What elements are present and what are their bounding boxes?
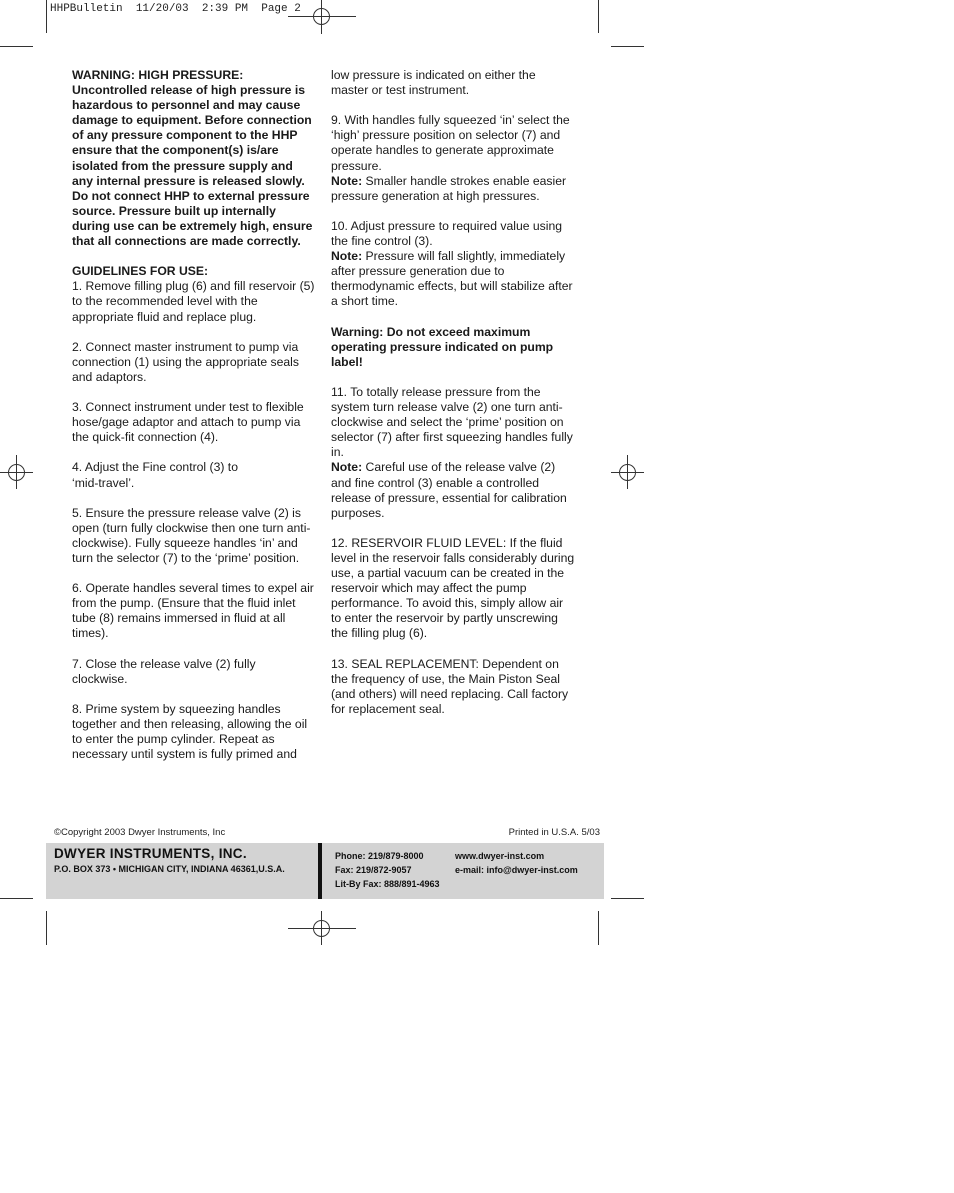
copyright: ©Copyright 2003 Dwyer Instruments, Inc [54, 827, 226, 838]
step-4: 4. Adjust the Fine control (3) to ‘mid-travel’. [72, 460, 238, 490]
step-8: 8. Prime system by squeezing handles together and then releasing, allowing the oil to enter the pump cylinder. Repeat as necessary until system is fully primed and [72, 701, 308, 762]
step-8-continued: low pressure is indicated on either the master or test instrument. [331, 68, 536, 98]
warning-heading: WARNING: HIGH PRESSURE: [72, 68, 244, 82]
guidelines-heading: GUIDELINES FOR USE: [72, 264, 209, 279]
registration-mark-right [619, 464, 636, 481]
step-1: 1. Remove filling plug (6) and fill reservoir (5) to the recommended level with the appropriate fluid and replace plug. [72, 279, 315, 324]
right-column [331, 68, 576, 732]
step-11: 11. To totally release pressure from the system turn release valve (2) one turn anti-clockwise and select the ‘prime’ position on selector (7) after first squeezing handles fully in. [331, 384, 573, 460]
pressure-warning: Warning: Do not exceed maximum operating pressure indicated on pump label! [331, 324, 554, 369]
step-10-note: Pressure will fall slightly, immediately after pressure generation due to thermodynamic effects, but will stabilize after a short time. [331, 249, 573, 309]
lit-fax: Lit-By Fax: 888/891-4963 [335, 879, 440, 889]
step-3: 3. Connect instrument under test to flexible hose/gage adaptor and attach to pump via the quick-fit connection (4). [72, 400, 304, 445]
step-5: 5. Ensure the pressure release valve (2) is open (turn fully clockwise then one turn anti-clockwise). Fully squeeze handles ‘in’ and turn the selector (7) to the ‘prime’ position. [72, 505, 311, 565]
left-column [72, 68, 316, 777]
company-name: DWYER INSTRUMENTS, INC. [54, 846, 247, 861]
registration-mark-left [8, 464, 25, 481]
printed-in: Printed in U.S.A. 5/03 [508, 827, 600, 838]
step-9-note: Smaller handle strokes enable easier pressure generation at high pressures. [331, 173, 567, 203]
step-2: 2. Connect master instrument to pump via connection (1) using the appropriate seals and adaptors. [72, 339, 299, 384]
step-9-block [331, 113, 576, 204]
warning-body: Uncontrolled release of high pressure is hazardous to personnel and may cause damage to equipment. Before connection of any pressure component to the HHP ensure that the component(s) is/are isolated from the pressure supply and any internal pressure is released slowly. Do not connect HHP to external pressure source. Pressure built up internally during use can be extremely high, ensure that all connections are made correctly. [72, 83, 313, 249]
warning-block [72, 68, 316, 249]
guidelines-block [72, 264, 316, 324]
fax: Fax: 219/872-9057 [335, 865, 412, 875]
note-label: Note: [331, 249, 363, 264]
step-11-block [331, 385, 576, 521]
website: www.dwyer-inst.com [455, 851, 545, 861]
company-address: P.O. BOX 373 • MICHIGAN CITY, INDIANA 46361,U.S.A. [54, 864, 285, 874]
registration-mark-bottom [313, 920, 330, 937]
email: e-mail: info@dwyer-inst.com [455, 865, 578, 875]
step-11-note: Careful use of the release valve (2) and fine control (3) enable a controlled release of pressure, essential for calibration purposes. [331, 460, 567, 520]
registration-mark-top [313, 8, 330, 25]
step-6: 6. Operate handles several times to expel air from the pump. (Ensure that the fluid inlet tube (8) remains immersed in fluid at all times). [72, 581, 314, 641]
note-label: Note: [331, 173, 363, 188]
step-10-block [331, 219, 576, 310]
step-9: 9. With handles fully squeezed ‘in’ select the ‘high’ pressure position on selector (7) and operate handles to generate approximate pressure. [331, 113, 570, 173]
step-7: 7. Close the release valve (2) fully clockwise. [72, 656, 256, 686]
step-13: 13. SEAL REPLACEMENT: Dependent on the frequency of use, the Main Piston Seal (and others) will need replacing. Call factory for replacement seal. [331, 656, 569, 716]
slug-line: HHPBulletin 11/20/03 2:39 PM Page 2 [50, 3, 301, 15]
note-label: Note: [331, 460, 363, 475]
step-12: 12. RESERVOIR FLUID LEVEL: If the fluid level in the reservoir falls considerably during use, a partial vacuum can be created in the reservoir which may affect the pump performance. To avoid this, simply allow air to enter the reservoir by partly unscrewing the filling plug (6). [331, 535, 575, 641]
step-10: 10. Adjust pressure to required value using the fine control (3). [331, 218, 563, 249]
phone: Phone: 219/879-8000 [335, 851, 424, 861]
footer-divider [318, 843, 322, 899]
